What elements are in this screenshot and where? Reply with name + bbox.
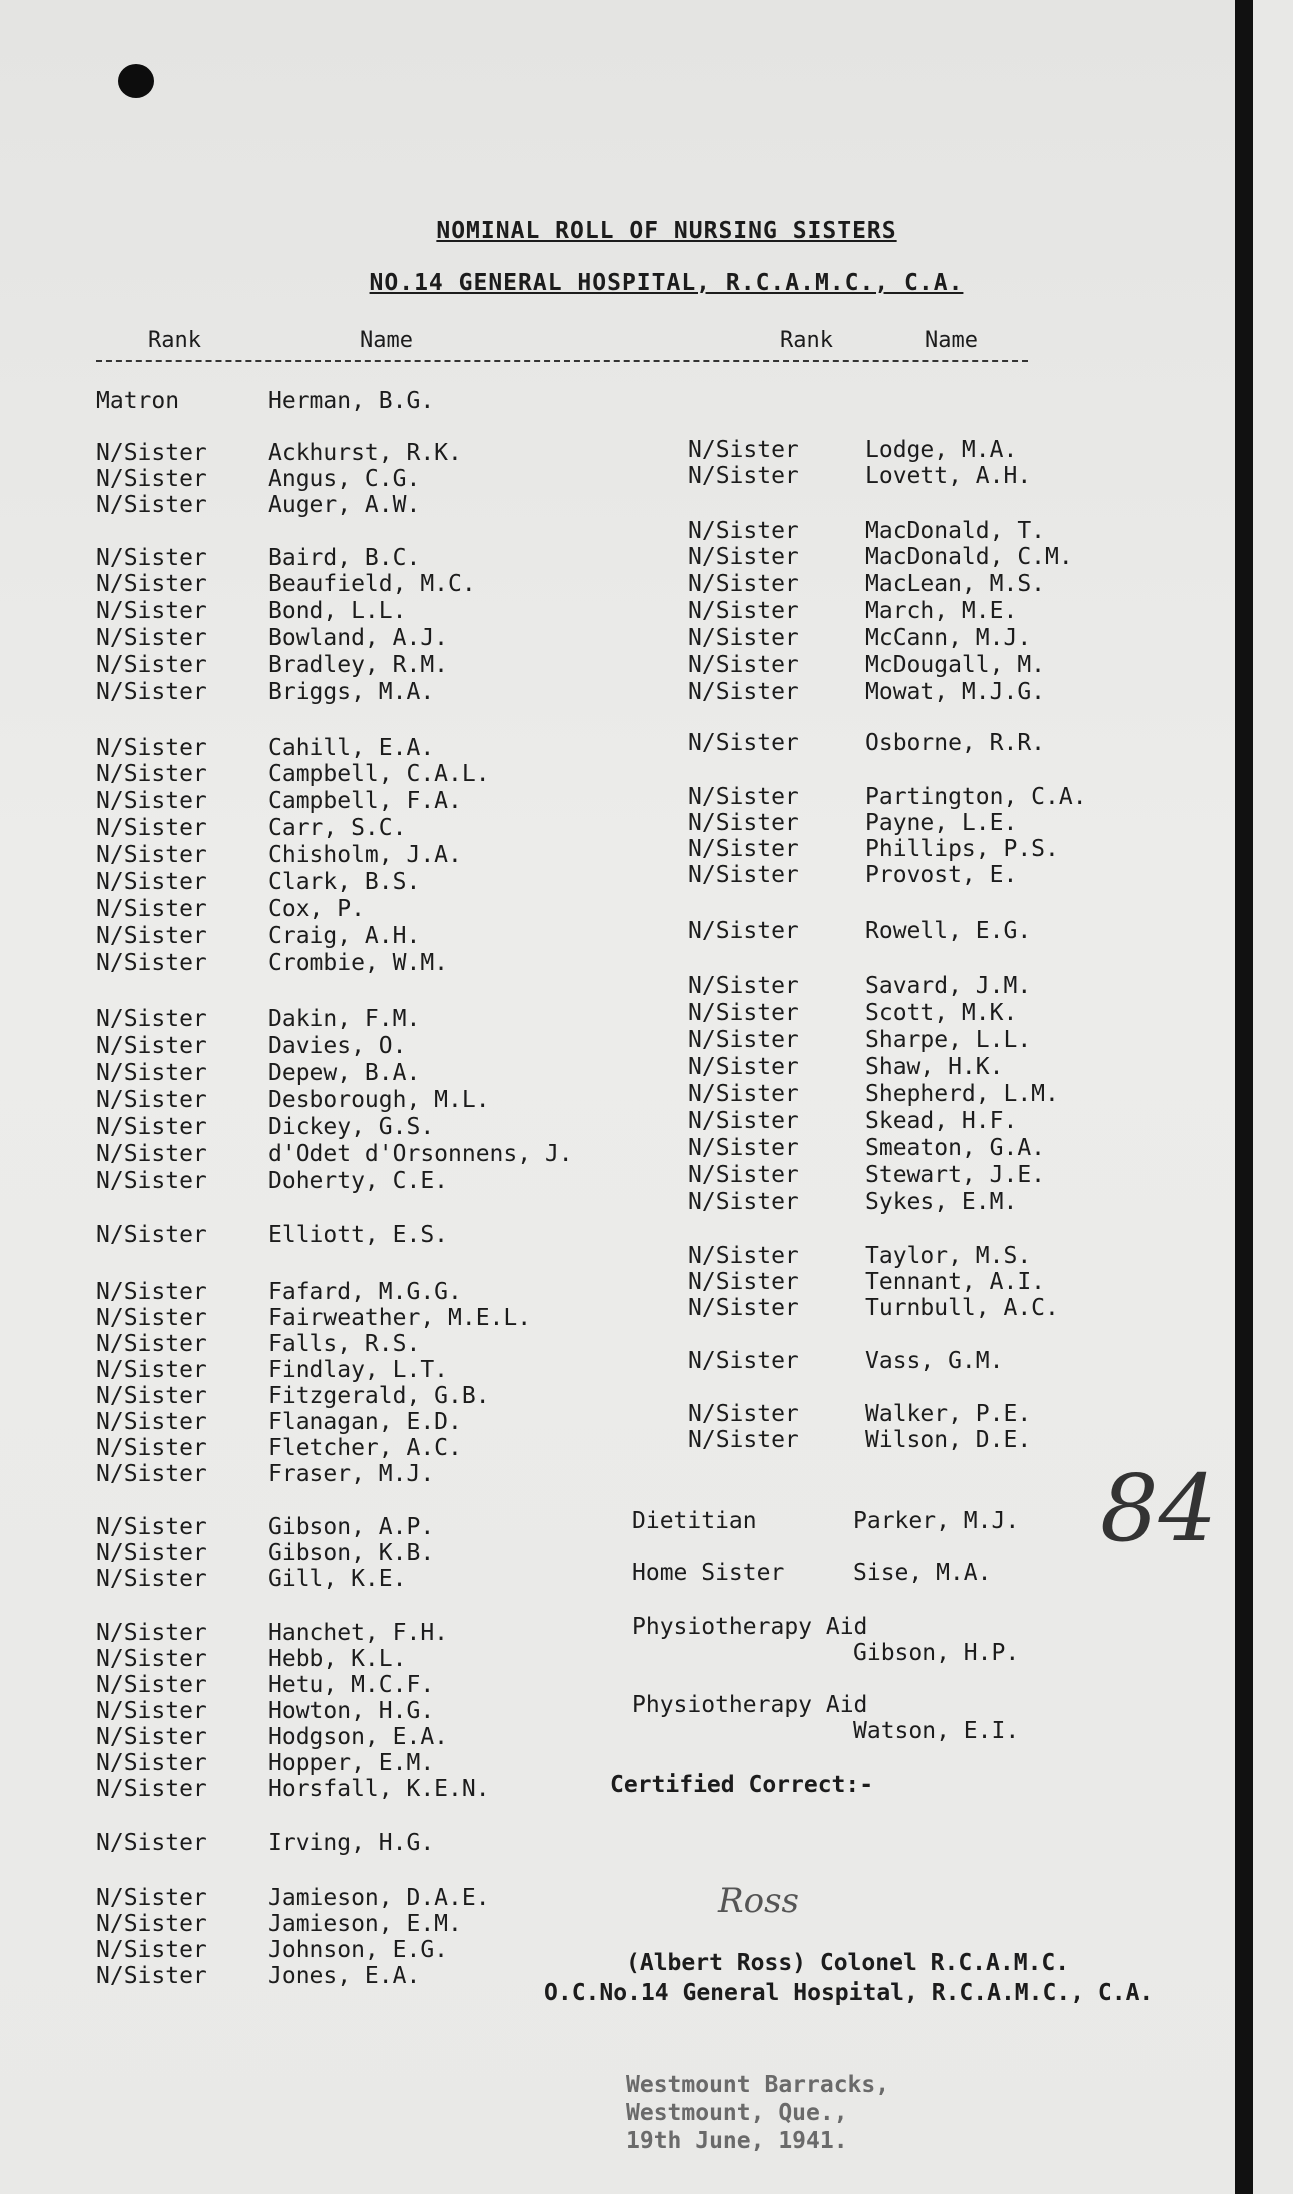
- rank-cell: N/Sister: [688, 730, 799, 756]
- name-cell: Fletcher, A.C.: [268, 1435, 462, 1461]
- name-cell: Desborough, M.L.: [268, 1087, 490, 1113]
- name-cell: Partington, C.A.: [865, 784, 1087, 810]
- rank-cell: N/Sister: [96, 598, 207, 624]
- rank-cell: N/Sister: [96, 1357, 207, 1383]
- rank-cell: N/Sister: [96, 1383, 207, 1409]
- rank-cell: N/Sister: [96, 545, 207, 571]
- rank-cell: N/Sister: [688, 1348, 799, 1374]
- rank-cell: N/Sister: [688, 625, 799, 651]
- rank-cell: N/Sister: [688, 463, 799, 489]
- rank-cell: N/Sister: [688, 437, 799, 463]
- rank-cell: N/Sister: [688, 836, 799, 862]
- name-cell: Dickey, G.S.: [268, 1114, 435, 1140]
- name-cell: Craig, A.H.: [268, 923, 421, 949]
- name-cell: Auger, A.W.: [268, 492, 421, 518]
- rank-cell: N/Sister: [96, 1646, 207, 1672]
- rank-cell: N/Sister: [688, 862, 799, 888]
- name-cell: Turnbull, A.C.: [865, 1295, 1059, 1321]
- name-cell: Johnson, E.G.: [268, 1937, 449, 1963]
- name-cell: Stewart, J.E.: [865, 1162, 1046, 1188]
- rank-cell: N/Sister: [96, 1033, 207, 1059]
- rank-cell: N/Sister: [688, 679, 799, 705]
- name-cell: Fairweather, M.E.L.: [268, 1305, 532, 1331]
- name-cell: Elliott, E.S.: [268, 1222, 449, 1248]
- rank-cell: N/Sister: [688, 1295, 799, 1321]
- name-cell: Bradley, R.M.: [268, 652, 449, 678]
- rank-cell: N/Sister: [688, 973, 799, 999]
- rank-cell: N/Sister: [96, 1141, 207, 1167]
- rank-cell: N/Sister: [688, 518, 799, 544]
- header-name-right: Name: [925, 328, 978, 353]
- rank-cell: N/Sister: [96, 492, 207, 518]
- name-cell: Walker, P.E.: [865, 1401, 1032, 1427]
- name-cell: Falls, R.S.: [268, 1331, 421, 1357]
- rank-cell: N/Sister: [96, 950, 207, 976]
- name-cell: Davies, O.: [268, 1033, 407, 1059]
- rank-cell: N/Sister: [96, 571, 207, 597]
- name-cell: Lovett, A.H.: [865, 463, 1032, 489]
- rank-cell: N/Sister: [96, 1305, 207, 1331]
- rank-cell: N/Sister: [688, 1401, 799, 1427]
- rank-cell: N/Sister: [96, 1885, 207, 1911]
- name-cell: Fitzgerald, G.B.: [268, 1383, 490, 1409]
- signature-text: Ross: [718, 1881, 799, 1921]
- rank-cell: N/Sister: [96, 1911, 207, 1937]
- name-cell: Wilson, D.E.: [865, 1427, 1032, 1453]
- name-cell: Savard, J.M.: [865, 973, 1032, 999]
- name-cell: Dakin, F.M.: [268, 1006, 421, 1032]
- rank-cell: N/Sister: [688, 571, 799, 597]
- rank-cell: N/Sister: [688, 1189, 799, 1215]
- rank-cell: N/Sister: [96, 1114, 207, 1140]
- rank-cell: N/Sister: [688, 1269, 799, 1295]
- physio-name-2: Watson, E.I.: [853, 1718, 1020, 1744]
- header-name-left: Name: [360, 328, 413, 353]
- name-cell: Shepherd, L.M.: [865, 1081, 1059, 1107]
- rank-cell: N/Sister: [96, 1540, 207, 1566]
- rank-cell: N/Sister: [96, 761, 207, 787]
- physio-name-1: Gibson, H.P.: [853, 1640, 1020, 1666]
- home-sister-name: Sise, M.A.: [853, 1560, 992, 1586]
- page-number-annotation: [1090, 1420, 1218, 1570]
- name-cell: Phillips, P.S.: [865, 836, 1059, 862]
- rank-cell: N/Sister: [688, 544, 799, 570]
- name-cell: Smeaton, G.A.: [865, 1135, 1046, 1161]
- name-cell: Cox, P.: [268, 896, 365, 922]
- rank-cell: N/Sister: [688, 598, 799, 624]
- rank-cell: N/Sister: [96, 735, 207, 761]
- date-line: 19th June, 1941.: [626, 2128, 848, 2154]
- rank-cell: N/Sister: [96, 652, 207, 678]
- name-cell: Findlay, L.T.: [268, 1357, 449, 1383]
- signature: [712, 1870, 872, 1930]
- name-cell: Hanchet, F.H.: [268, 1620, 449, 1646]
- name-cell: Skead, H.F.: [865, 1108, 1018, 1134]
- rank-cell: N/Sister: [96, 1409, 207, 1435]
- name-cell: Provost, E.: [865, 862, 1018, 888]
- name-cell: Scott, M.K.: [865, 1000, 1018, 1026]
- name-cell: McCann, M.J.: [865, 625, 1032, 651]
- rank-cell: N/Sister: [688, 1135, 799, 1161]
- name-cell: Baird, B.C.: [268, 545, 421, 571]
- name-cell: Bond, L.L.: [268, 598, 407, 624]
- scan-edge: [1235, 0, 1253, 2194]
- physio-label-1: Physiotherapy Aid: [632, 1614, 868, 1640]
- rank-cell: N/Sister: [96, 1698, 207, 1724]
- rank-cell: N/Sister: [96, 1060, 207, 1086]
- name-cell: Fafard, M.G.G.: [268, 1279, 462, 1305]
- name-cell: McDougall, M.: [865, 652, 1046, 678]
- rank-cell: N/Sister: [96, 1331, 207, 1357]
- name-cell: Hodgson, E.A.: [268, 1724, 449, 1750]
- name-cell: Ackhurst, R.K.: [268, 440, 462, 466]
- home-sister-label: Home Sister: [632, 1560, 785, 1586]
- header-rank-left: Rank: [148, 328, 201, 353]
- name-cell: Cahill, E.A.: [268, 735, 435, 761]
- name-cell: Campbell, F.A.: [268, 788, 462, 814]
- name-cell: Angus, C.G.: [268, 466, 421, 492]
- rank-cell: N/Sister: [688, 784, 799, 810]
- name-cell: Gill, K.E.: [268, 1566, 407, 1592]
- rank-cell: N/Sister: [688, 1162, 799, 1188]
- header-rank-right: Rank: [780, 328, 833, 353]
- name-cell: MacLean, M.S.: [865, 571, 1046, 597]
- header-rule: [96, 360, 1028, 362]
- name-cell: Howton, H.G.: [268, 1698, 435, 1724]
- rank-cell: N/Sister: [688, 810, 799, 836]
- name-cell: Bowland, A.J.: [268, 625, 449, 651]
- physio-label-2: Physiotherapy Aid: [632, 1692, 868, 1718]
- name-cell: Lodge, M.A.: [865, 437, 1018, 463]
- certified-correct: Certified Correct:-: [610, 1772, 874, 1798]
- name-cell: Mowat, M.J.G.: [865, 679, 1046, 705]
- name-cell: Vass, G.M.: [865, 1348, 1004, 1374]
- document-subtitle: NO.14 GENERAL HOSPITAL, R.C.A.M.C., C.A.: [369, 270, 964, 296]
- rank-cell: N/Sister: [96, 1006, 207, 1032]
- name-cell: Taylor, M.S.: [865, 1243, 1032, 1269]
- signatory-name: (Albert Ross) Colonel R.C.A.M.C.: [626, 1950, 1070, 1976]
- name-cell: MacDonald, C.M.: [865, 544, 1073, 570]
- name-cell: Carr, S.C.: [268, 815, 407, 841]
- rank-cell: N/Sister: [96, 869, 207, 895]
- name-cell: Jones, E.A.: [268, 1963, 421, 1989]
- rank-cell: N/Sister: [96, 625, 207, 651]
- rank-cell: N/Sister: [96, 815, 207, 841]
- rank-cell: N/Sister: [96, 1672, 207, 1698]
- rank-cell: N/Sister: [688, 1000, 799, 1026]
- name-cell: Clark, B.S.: [268, 869, 421, 895]
- name-cell: MacDonald, T.: [865, 518, 1046, 544]
- dietitian-name: Parker, M.J.: [853, 1508, 1020, 1534]
- rank-cell: N/Sister: [688, 652, 799, 678]
- address-line-2: Westmount, Que.,: [626, 2100, 848, 2126]
- name-cell: Beaufield, M.C.: [268, 571, 476, 597]
- rank-cell: N/Sister: [96, 1461, 207, 1487]
- rank-cell: N/Sister: [96, 896, 207, 922]
- rank-cell: N/Sister: [96, 1776, 207, 1802]
- rank-cell: N/Sister: [96, 1724, 207, 1750]
- rank-cell: N/Sister: [96, 440, 207, 466]
- rank-cell: N/Sister: [688, 1027, 799, 1053]
- rank-cell: N/Sister: [96, 1566, 207, 1592]
- punch-hole: [118, 64, 154, 98]
- name-cell: Payne, L.E.: [865, 810, 1018, 836]
- rank-cell: N/Sister: [688, 1243, 799, 1269]
- name-cell: Flanagan, E.D.: [268, 1409, 462, 1435]
- name-cell: Crombie, W.M.: [268, 950, 449, 976]
- name-cell: Jamieson, E.M.: [268, 1911, 462, 1937]
- rank-cell: N/Sister: [96, 1168, 207, 1194]
- name-cell: Osborne, R.R.: [865, 730, 1046, 756]
- rank-cell: N/Sister: [96, 1435, 207, 1461]
- rank-cell: N/Sister: [96, 1279, 207, 1305]
- name-cell: d'Odet d'Orsonnens, J.: [268, 1141, 573, 1167]
- dietitian-label: Dietitian: [632, 1508, 757, 1534]
- name-cell: Sharpe, L.L.: [865, 1027, 1032, 1053]
- name-cell: Jamieson, D.A.E.: [268, 1885, 490, 1911]
- rank-cell: N/Sister: [688, 1054, 799, 1080]
- rank-cell: N/Sister: [96, 1087, 207, 1113]
- rank-cell: N/Sister: [96, 1222, 207, 1248]
- name-cell: Hetu, M.C.F.: [268, 1672, 435, 1698]
- rank-cell: Matron: [96, 388, 180, 414]
- rank-cell: N/Sister: [96, 679, 207, 705]
- rank-cell: N/Sister: [96, 923, 207, 949]
- name-cell: Horsfall, K.E.N.: [268, 1776, 490, 1802]
- name-cell: Sykes, E.M.: [865, 1189, 1018, 1215]
- name-cell: Hebb, K.L.: [268, 1646, 407, 1672]
- name-cell: Gibson, K.B.: [268, 1540, 435, 1566]
- address-line-1: Westmount Barracks,: [626, 2072, 890, 2098]
- name-cell: Briggs, M.A.: [268, 679, 435, 705]
- name-cell: Campbell, C.A.L.: [268, 761, 490, 787]
- name-cell: Tennant, A.I.: [865, 1269, 1046, 1295]
- rank-cell: N/Sister: [96, 1937, 207, 1963]
- name-cell: Rowell, E.G.: [865, 918, 1032, 944]
- name-cell: Irving, H.G.: [268, 1830, 435, 1856]
- rank-cell: N/Sister: [96, 842, 207, 868]
- name-cell: Shaw, H.K.: [865, 1054, 1004, 1080]
- rank-cell: N/Sister: [96, 1620, 207, 1646]
- name-cell: March, M.E.: [865, 598, 1018, 624]
- signatory-position: O.C.No.14 General Hospital, R.C.A.M.C., C.A.: [544, 1980, 1154, 2006]
- name-cell: Chisholm, J.A.: [268, 842, 462, 868]
- rank-cell: N/Sister: [96, 1514, 207, 1540]
- rank-cell: N/Sister: [96, 1830, 207, 1856]
- name-cell: Depew, B.A.: [268, 1060, 421, 1086]
- name-cell: Gibson, A.P.: [268, 1514, 435, 1540]
- name-cell: Hopper, E.M.: [268, 1750, 435, 1776]
- rank-cell: N/Sister: [688, 1427, 799, 1453]
- rank-cell: N/Sister: [96, 788, 207, 814]
- rank-cell: N/Sister: [96, 1750, 207, 1776]
- document-title: NOMINAL ROLL OF NURSING SISTERS: [436, 218, 897, 244]
- rank-cell: N/Sister: [688, 1081, 799, 1107]
- name-cell: Fraser, M.J.: [268, 1461, 435, 1487]
- rank-cell: N/Sister: [96, 1963, 207, 1989]
- rank-cell: N/Sister: [96, 466, 207, 492]
- name-cell: Doherty, C.E.: [268, 1168, 449, 1194]
- rank-cell: N/Sister: [688, 1108, 799, 1134]
- name-cell: Herman, B.G.: [268, 388, 435, 414]
- rank-cell: N/Sister: [688, 918, 799, 944]
- page-number: 84: [1100, 1455, 1218, 1562]
